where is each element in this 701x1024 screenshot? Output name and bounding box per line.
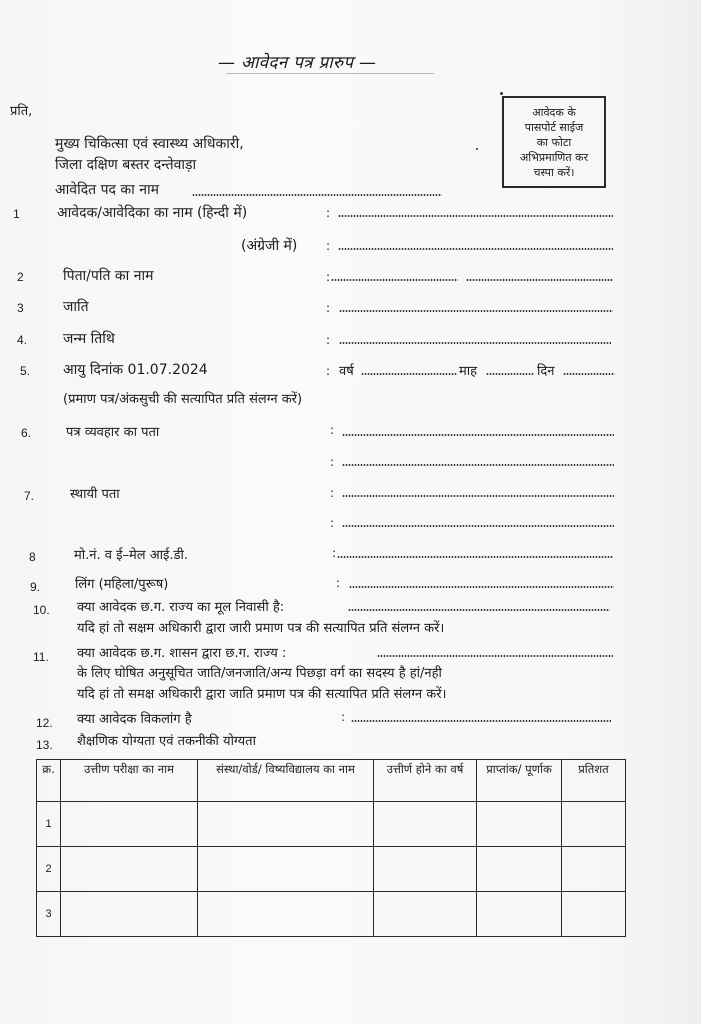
caste-label: जाति	[63, 299, 89, 315]
row-serial: 2	[37, 847, 61, 892]
photo-placeholder-box	[502, 96, 606, 188]
age-label: आयु दिनांक 01.07.2024	[63, 362, 208, 378]
col-header-percentage: प्रतिशत	[562, 760, 626, 802]
father-husband-name-field-part1[interactable]	[331, 279, 458, 281]
photo-box-line: आवेदक के	[532, 105, 576, 119]
institution-cell[interactable]	[198, 892, 374, 937]
correspondence-address-field-line2[interactable]	[342, 464, 614, 466]
addressee-line2: जिला दक्षिण बस्तर दन्तेवाड़ा	[55, 157, 197, 173]
colon: :	[341, 710, 346, 724]
form-title: — आवेदन पत्र प्रारुप —	[218, 53, 377, 73]
name-english-label: (अंग्रेजी में)	[241, 238, 298, 254]
percentage-cell[interactable]	[562, 847, 626, 892]
mobile-email-label: मो.नं. व ई–मेल आई.डी.	[74, 548, 188, 563]
passing-year-cell[interactable]	[374, 847, 477, 892]
title-underline	[226, 73, 434, 74]
domicile-field[interactable]	[348, 609, 610, 611]
colon: :	[326, 301, 331, 315]
colon: :	[326, 364, 331, 378]
name-hindi-label: आवेदक/आवेदिका का नाम (हिन्दी में)	[57, 205, 248, 221]
passing-year-cell[interactable]	[374, 892, 477, 937]
age-proof-note: (प्रमाण पत्र/अंकसुची की सत्यापित प्रति संलग्न करें)	[63, 392, 303, 407]
exam-name-cell[interactable]	[61, 847, 198, 892]
field-number: 7.	[24, 489, 35, 503]
row-serial: 3	[37, 892, 61, 937]
colon: :	[326, 333, 331, 347]
percentage-cell[interactable]	[562, 892, 626, 937]
name-english-field[interactable]	[338, 248, 613, 250]
age-month-field[interactable]	[486, 373, 534, 375]
col-header-exam-name: उत्तीण परीक्षा का नाम	[61, 760, 198, 802]
age-year-field[interactable]	[361, 373, 457, 375]
age-year-label: वर्ष	[339, 364, 354, 379]
exam-name-cell[interactable]	[61, 892, 198, 937]
colon: :	[330, 486, 335, 500]
education-qualification-label: शैक्षणिक योग्यता एवं तकनीकी योग्यता	[77, 734, 256, 749]
colon: :	[330, 455, 335, 469]
marks-cell[interactable]	[477, 802, 562, 847]
correspondence-address-label: पत्र व्यवहार का पता	[66, 425, 160, 440]
institution-cell[interactable]	[198, 847, 374, 892]
marks-cell[interactable]	[477, 892, 562, 937]
reserved-category-line2: के लिए घोषित अनुसूचित जाति/जनजाति/अन्य पिछड़ा वर्ग का सदस्य है हां/नही	[77, 666, 442, 681]
field-number: 9.	[30, 580, 41, 594]
disability-question-label: क्या आवेदक विकलांग है	[77, 712, 192, 727]
scan-speck	[500, 92, 503, 95]
table-row	[37, 892, 626, 937]
col-header-institution: संस्था/वोर्ड/ विष्यविद्यालय का नाम	[198, 760, 374, 802]
percentage-cell[interactable]	[562, 802, 626, 847]
col-header-passing-year: उत्तीर्ण होने का वर्ष	[374, 760, 477, 802]
photo-box-line: का फोटा	[536, 135, 572, 149]
domicile-question-label: क्या आवेदक छ.ग. राज्य का मूल निवासी है:	[77, 600, 285, 615]
colon: :	[326, 270, 331, 284]
field-number: 3	[17, 301, 24, 315]
gender-field[interactable]	[349, 586, 614, 588]
field-number: 2	[17, 270, 24, 284]
row-serial: 1	[37, 802, 61, 847]
scan-speck	[476, 148, 478, 150]
colon: :	[336, 576, 341, 590]
age-day-label: दिन	[537, 364, 555, 379]
field-number: 13.	[36, 738, 53, 752]
passing-year-cell[interactable]	[374, 802, 477, 847]
col-header-marks: प्राप्तांक/ पूर्णाक	[477, 760, 562, 802]
table-header-row	[37, 760, 626, 802]
table-row	[37, 847, 626, 892]
colon: :	[330, 423, 335, 437]
colon: :	[326, 206, 331, 220]
reserved-category-question-label: क्या आवेदक छ.ग. शासन द्वारा छ.ग. राज्य :	[77, 646, 287, 661]
photo-box-line: पासपोर्ट साईज	[524, 120, 584, 134]
dob-field[interactable]	[339, 342, 611, 344]
father-husband-name-field-part2[interactable]	[466, 279, 613, 281]
col-header-serial: क्र.	[37, 760, 61, 802]
field-number: 1	[13, 207, 20, 221]
name-hindi-field[interactable]	[338, 215, 613, 217]
reserved-category-field[interactable]	[377, 655, 613, 657]
table-row	[37, 802, 626, 847]
field-number: 5.	[20, 364, 31, 378]
institution-cell[interactable]	[198, 802, 374, 847]
exam-name-cell[interactable]	[61, 802, 198, 847]
photo-box-line: अभिप्रमाणित कर	[519, 150, 589, 164]
addressee-line1: मुख्य चिकित्सा एवं स्वास्थ्य अधिकारी,	[55, 136, 244, 152]
photo-box-line: चस्पा करें।	[533, 165, 575, 179]
field-number: 8	[29, 550, 36, 564]
permanent-address-label: स्थायी पता	[70, 487, 120, 502]
permanent-address-field-line2[interactable]	[342, 525, 614, 527]
mobile-email-field[interactable]	[337, 556, 613, 558]
permanent-address-field-line1[interactable]	[342, 495, 614, 497]
colon: :	[326, 239, 331, 253]
caste-certificate-note: यदि हां तो समक्ष अधिकारी द्वारा जाति प्रमाण पत्र की सत्यापित प्रति संलग्न करें।	[77, 687, 447, 702]
field-number: 6.	[21, 426, 32, 440]
post-name-label: आवेदित पद का नाम	[55, 182, 160, 198]
dob-label: जन्म तिथि	[63, 331, 115, 347]
field-number: 11.	[33, 650, 49, 664]
caste-field[interactable]	[339, 310, 613, 312]
father-husband-name-label: पिता/पति का नाम	[63, 268, 154, 284]
disability-field[interactable]	[351, 720, 611, 722]
domicile-note: यदि हां तो सक्षम अधिकारी द्वारा जारी प्रमाण पत्र की सत्यापित प्रति संलग्न करें।	[77, 621, 445, 636]
colon: :	[330, 516, 335, 530]
post-name-field[interactable]	[192, 194, 442, 196]
age-month-label: माह	[459, 364, 478, 379]
gender-label: लिंग (महिला/पुरूष)	[75, 577, 169, 592]
marks-cell[interactable]	[477, 847, 562, 892]
correspondence-address-field-line1[interactable]	[342, 434, 614, 436]
field-number: 4.	[17, 333, 28, 347]
field-number: 12.	[36, 716, 53, 730]
field-number: 10.	[33, 603, 50, 617]
age-day-field[interactable]	[563, 373, 615, 375]
to-label: प्रति,	[10, 104, 33, 119]
colon: :	[332, 546, 337, 560]
education-table	[36, 759, 626, 937]
